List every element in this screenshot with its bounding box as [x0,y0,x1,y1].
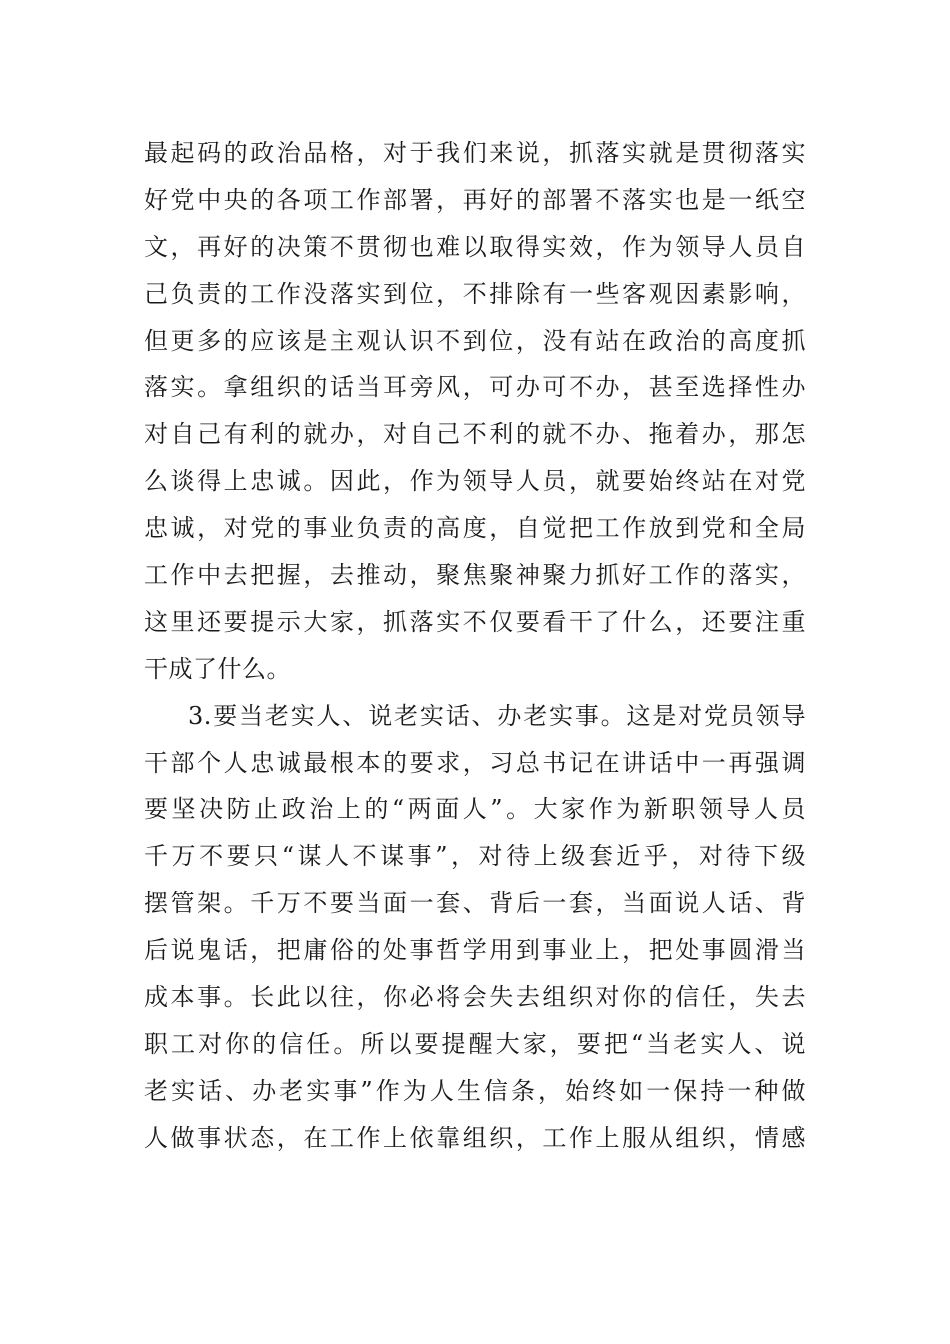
paragraph-line: 千万不要只“谋人不谋事”，对待上级套近乎，对待下级 [144,842,806,871]
paragraph-line: 干成了什么。 [144,654,291,683]
paragraph-line: 工作中去把握，去推动，聚焦聚神聚力抓好工作的落实， [144,561,806,590]
paragraph-2 [144,693,806,1162]
paragraph-line: 老实话、办老实事”作为人生信条，始终如一保持一种做 [144,1076,806,1105]
body-text [144,130,806,1162]
paragraph-line: 3.要当老实人、说老实话、办老实事。这是对党员领导 [188,701,806,730]
paragraph-line: 人做事状态，在工作上依靠组织，工作上服从组织，情感 [144,1123,806,1152]
paragraph-line: 这里还要提示大家，抓落实不仅要看干了什么，还要注重 [144,607,806,636]
paragraph-1 [144,130,806,693]
paragraph-line: 后说鬼话，把庸俗的处事哲学用到事业上，把处事圆滑当 [144,936,806,965]
paragraph-line: 文，再好的决策不贯彻也难以取得实效，作为领导人员自 [144,232,806,261]
paragraph-line: 么谈得上忠诚。因此，作为领导人员，就要始终站在对党 [144,467,806,496]
paragraph-line: 但更多的应该是主观认识不到位，没有站在政治的高度抓 [144,326,806,355]
paragraph-line: 摆管架。千万不要当面一套、背后一套，当面说人话、背 [144,889,806,918]
paragraph-line: 忠诚，对党的事业负责的高度，自觉把工作放到党和全局 [144,514,806,543]
paragraph-line: 最起码的政治品格，对于我们来说，抓落实就是贯彻落实 [144,139,806,167]
paragraph-line: 对自己有利的就办，对自己不利的就不办、拖着办，那怎 [144,420,806,449]
paragraph-line: 好党中央的各项工作部署，再好的部署不落实也是一纸空 [144,185,806,214]
paragraph-line: 职工对你的信任。所以要提醒大家，要把“当老实人、说 [144,1029,806,1058]
paragraph-line: 成本事。长此以往，你必将会失去组织对你的信任，失去 [144,983,806,1012]
paragraph-line: 要坚决防止政治上的“两面人”。大家作为新职领导人员 [144,795,806,824]
paragraph-line: 干部个人忠诚最根本的要求，习总书记在讲话中一再强调 [144,748,806,777]
paragraph-line: 己负责的工作没落实到位，不排除有一些客观因素影响， [144,279,806,308]
paragraph-line: 落实。拿组织的话当耳旁风，可办可不办，甚至选择性办 [144,373,806,402]
